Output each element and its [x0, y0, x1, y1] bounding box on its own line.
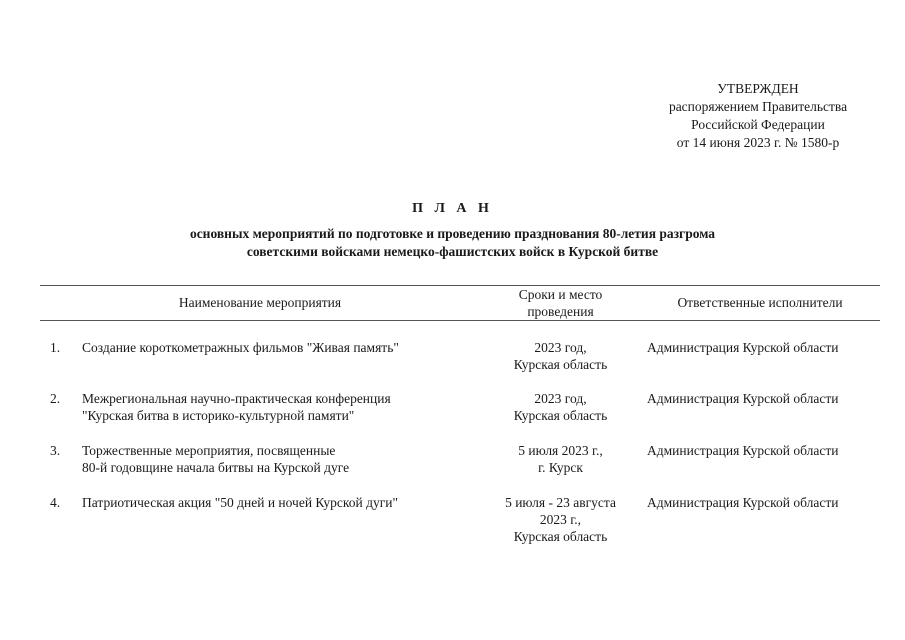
- row-number: 3.: [50, 443, 61, 458]
- row-responsible: Администрация Курской области: [647, 391, 839, 406]
- subtitle-line-2: советскими войсками немецко-фашистских войск в Курской битве: [246, 244, 659, 259]
- table-header-rule: [40, 320, 880, 321]
- row-event-name: Патриотическая акция "50 дней и ночей Курской дуги": [82, 495, 399, 510]
- row-responsible: Администрация Курской области: [647, 495, 839, 510]
- row-dates-place: 5 июля 2023 г., г. Курск: [518, 443, 603, 475]
- approval-issuer-country: Российской Федерации: [691, 117, 825, 132]
- approval-issuer: распоряжением Правительства: [668, 99, 848, 114]
- subtitle-line-1: основных мероприятий по подготовке и проведению празднования 80-летия разгрома: [189, 226, 716, 241]
- row-responsible: Администрация Курской области: [647, 340, 839, 355]
- row-number: 1.: [50, 340, 61, 355]
- row-number: 4.: [50, 495, 61, 510]
- document-subtitle: [100, 225, 805, 261]
- row-event-name: Межрегиональная научно-практическая конференция "Курская битва в историко-культурной памяти": [82, 391, 391, 423]
- table-top-rule: [40, 285, 880, 286]
- row-number: 2.: [50, 391, 61, 406]
- approval-stamp: [628, 80, 888, 152]
- header-event-name: Наименование мероприятия: [178, 295, 342, 310]
- row-dates-place: 5 июля - 23 августа 2023 г., Курская область: [505, 495, 616, 544]
- approval-heading: УТВЕРЖДЕН: [717, 81, 799, 96]
- document-title: П Л А Н: [412, 201, 493, 216]
- approval-date-number: от 14 июня 2023 г. № 1580-р: [676, 135, 840, 150]
- header-responsible: Ответственные исполнители: [677, 295, 843, 310]
- row-dates-place: 2023 год, Курская область: [513, 391, 608, 423]
- row-event-name: Создание короткометражных фильмов "Живая память": [82, 340, 399, 355]
- row-event-name: Торжественные мероприятия, посвященные 80-й годовщине начала битвы на Курской дуге: [82, 443, 350, 475]
- header-dates-place: Сроки и место проведения: [518, 287, 603, 319]
- row-responsible: Администрация Курской области: [647, 443, 839, 458]
- row-dates-place: 2023 год, Курская область: [513, 340, 608, 372]
